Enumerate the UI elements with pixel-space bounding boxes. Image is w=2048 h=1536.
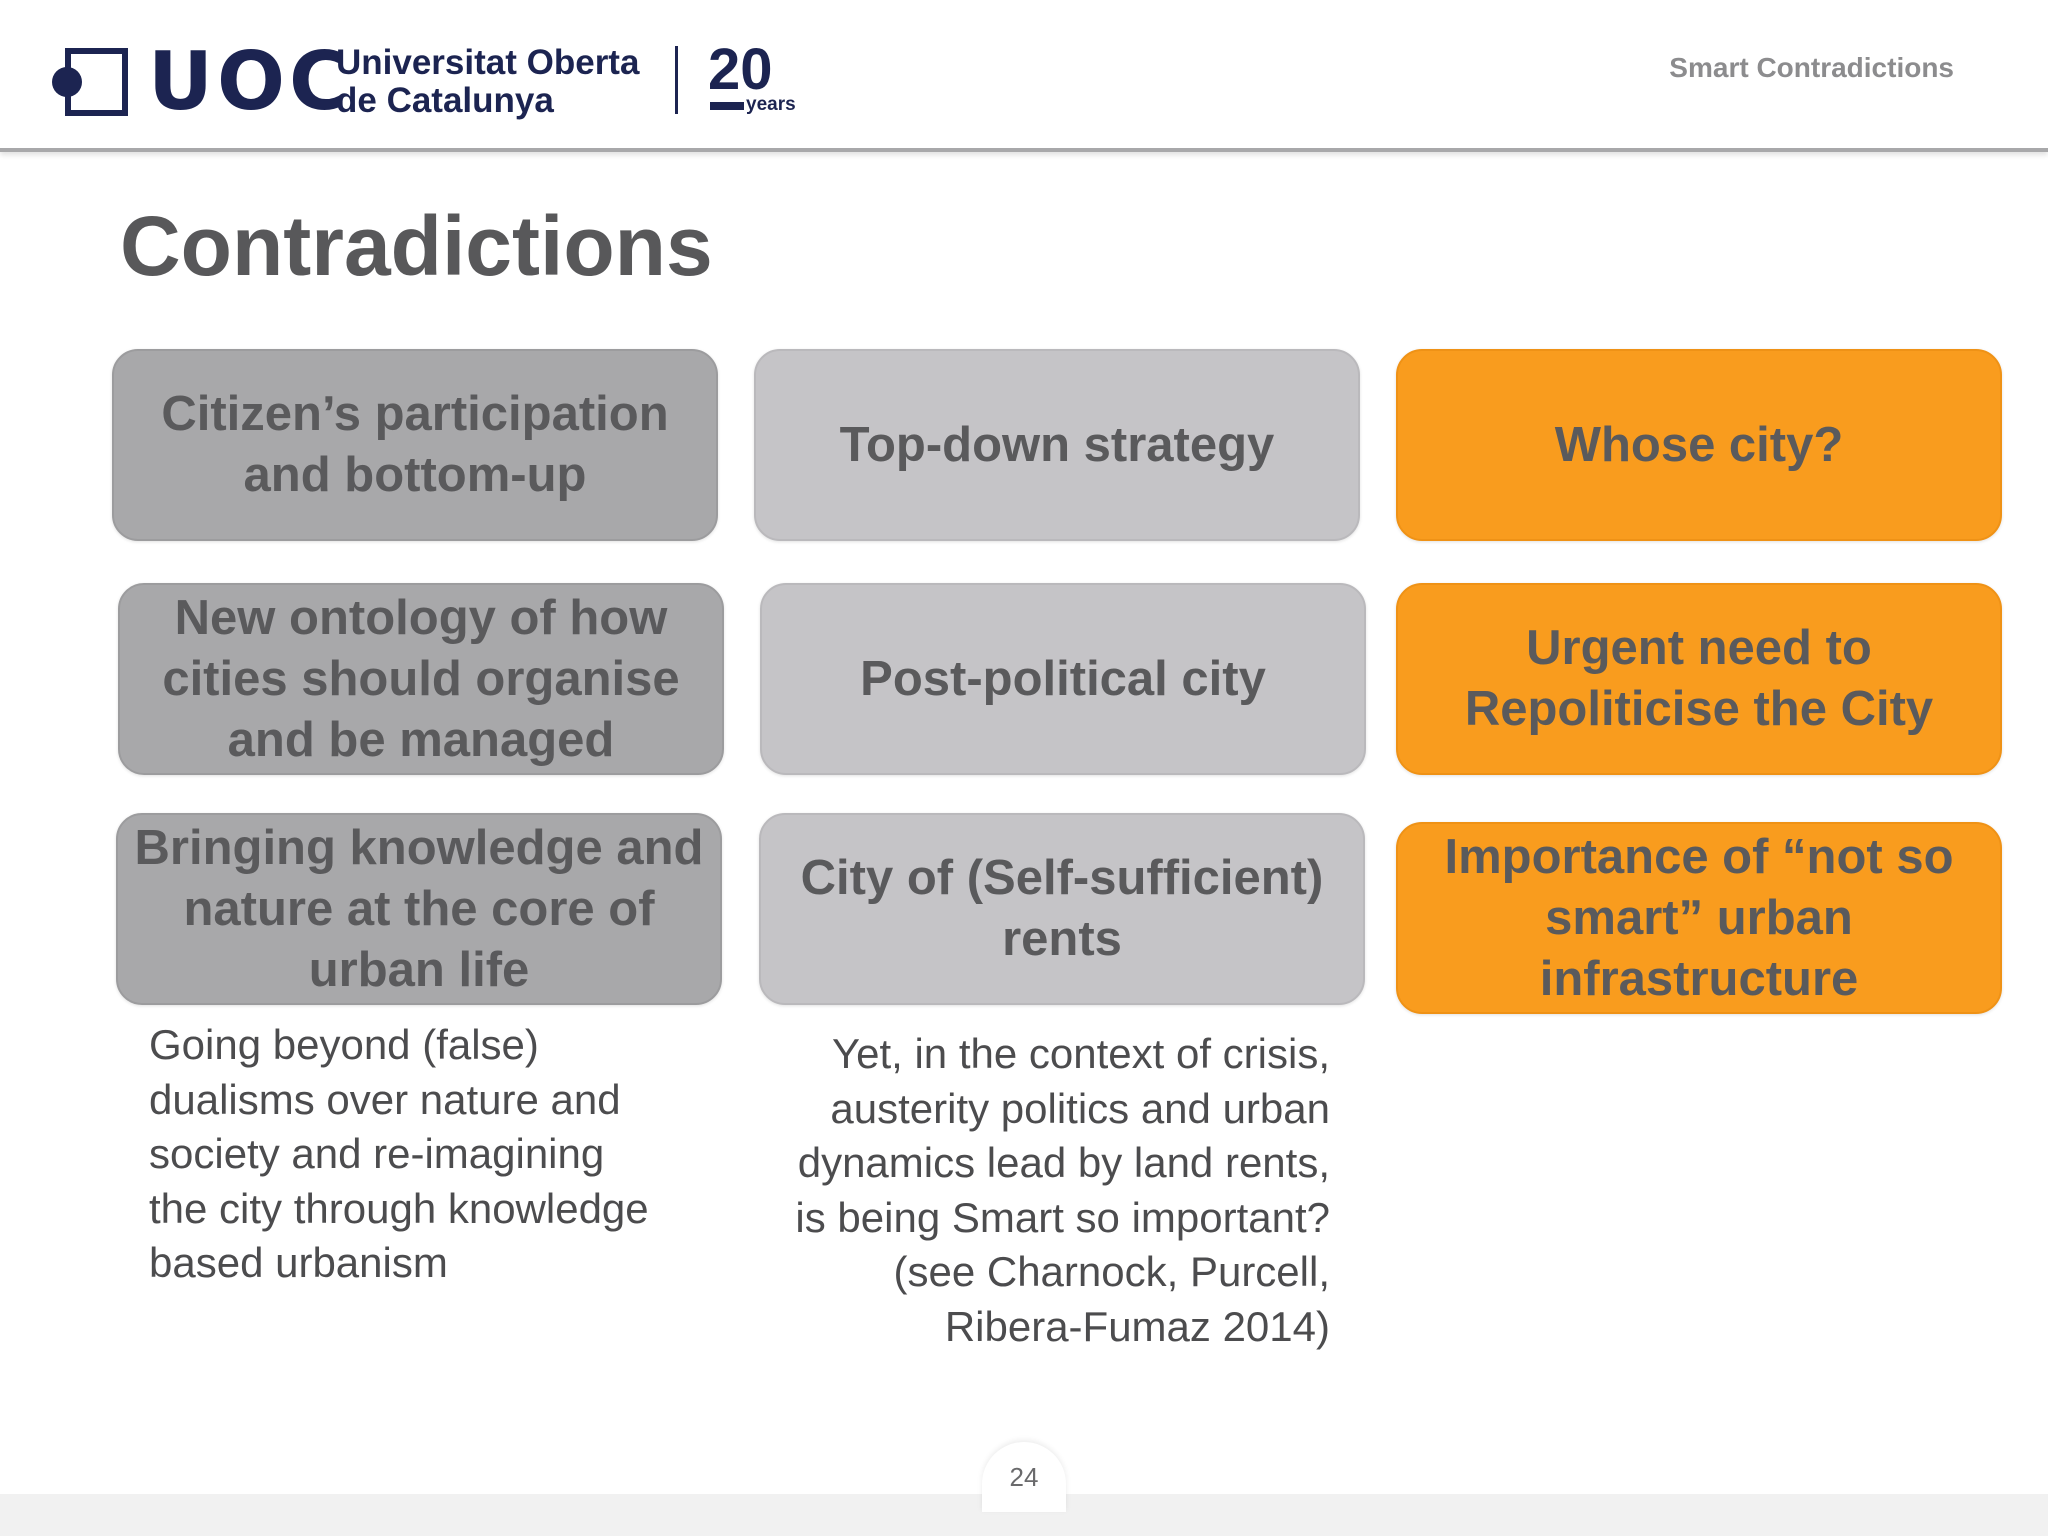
slide-title: Contradictions (120, 199, 713, 293)
anniversary-bar (710, 102, 744, 110)
box-whose-city: Whose city? (1396, 349, 2002, 541)
note-middle: Yet, in the context of crisis, austerity politics and urban dynamics lead by land rents, is being Smart so important? (see Charnock, Purcell, Ribera-Fumaz 2014) (795, 1030, 1330, 1350)
box-post-political-city: Post-political city (760, 583, 1366, 775)
anniversary-badge (708, 37, 798, 120)
university-name-line1: Universitat Oberta (336, 43, 640, 82)
uoc-logo-mark-icon (52, 48, 128, 116)
box-knowledge-nature: Bringing knowledge and nature at the core of urban life (116, 813, 722, 1005)
header-bar (0, 0, 2048, 152)
box-new-ontology: New ontology of how cities should organise and be managed (118, 583, 724, 775)
logo-uoc-text: UOC (148, 35, 352, 128)
presentation-title: Smart Contradictions (1669, 52, 1954, 83)
box-not-so-smart-infrastructure: Importance of “not so smart” urban infrastructure (1396, 822, 2002, 1014)
box-self-sufficient-rents: City of (Self-sufficient) rents (759, 813, 1365, 1005)
anniversary-number: 20 (708, 37, 773, 102)
box-citizens-participation: Citizen’s participation and bottom-up (112, 349, 718, 541)
anniversary-label: years (746, 94, 796, 115)
page-number: 24 (982, 1442, 1066, 1512)
university-name-line2: de Catalunya (336, 81, 554, 120)
box-repoliticise-city: Urgent need to Repoliticise the City (1396, 583, 2002, 775)
university-name (336, 44, 639, 120)
note-left: Going beyond (false) dualisms over nature and society and re-imagining the city through knowledge based urbanism (149, 1021, 649, 1286)
logo-divider (675, 46, 678, 114)
box-top-down-strategy: Top-down strategy (754, 349, 1360, 541)
